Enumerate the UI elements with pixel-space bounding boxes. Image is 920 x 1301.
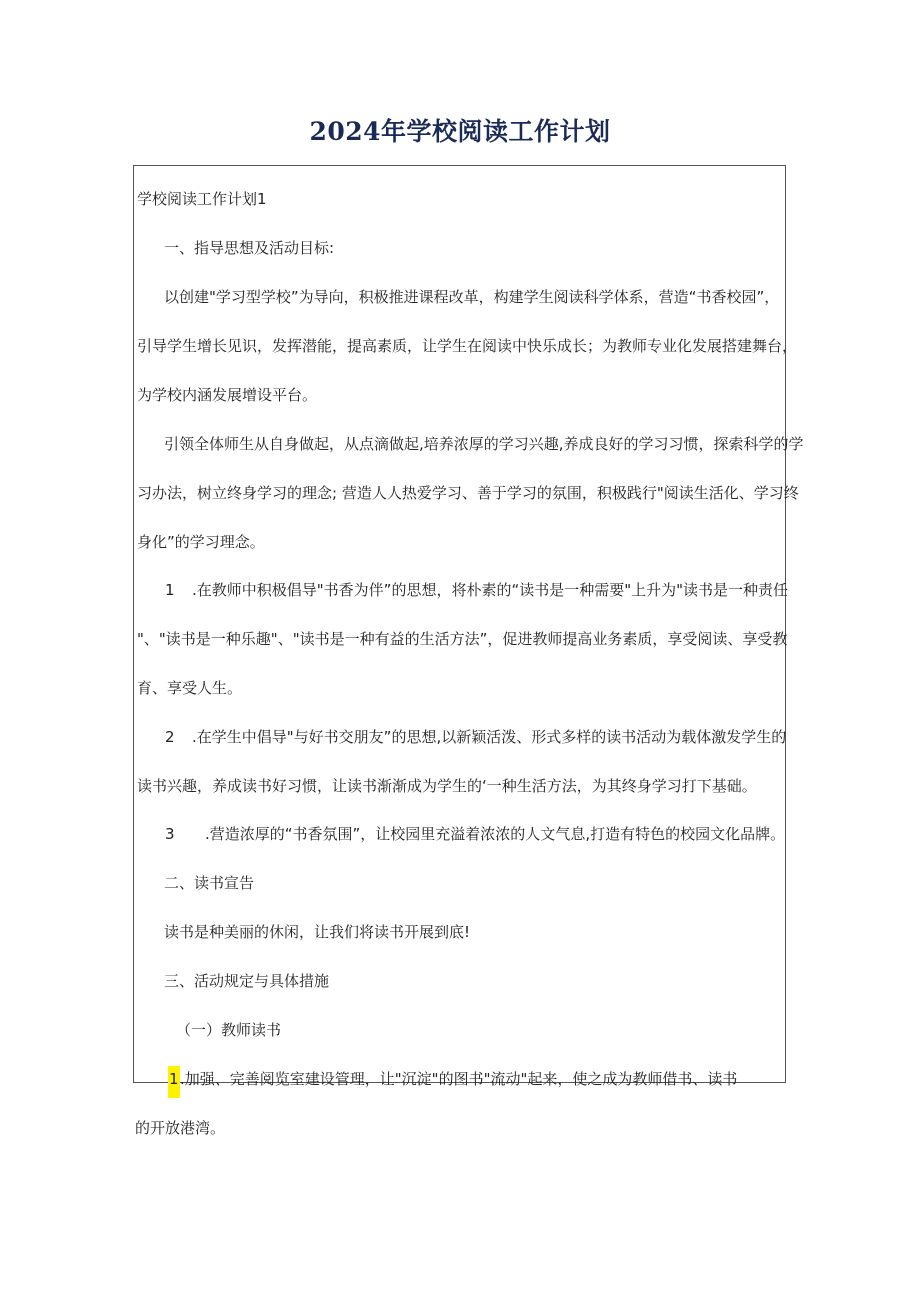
item-2-line-2: 读书兴趣，养成读书好习惯，让读书渐渐成为学生的‘一种生活方法，为其终身学习打下基础。 [137,777,757,795]
section-heading-1: 一、指导思想及活动目标: [164,239,335,257]
section-2-text: 读书是种美丽的休闲，让我们将读书开展到底! [164,923,471,941]
item-1-number: 1 [165,581,175,599]
paragraph-1-line-3: 为学校内涵发展增设平台。 [137,386,318,404]
section-heading-2: 二、读书宣告 [164,874,255,892]
paragraph-2-line-2: 习办法，树立终身学习的理念; 营造人人热爱学习、善于学习的氛围，积极践行"阅读生活化、学习终 [137,484,799,502]
paragraph-1-line-2: 引导学生增长见识，发挥潜能，提高素质，让学生在阅读中快乐成长；为教师专业化发展搭建舞台， [137,337,798,355]
paragraph-2-line-3: 身化”的学习理念。 [137,533,265,551]
subsection-heading-1: （一）教师读书 [176,1021,282,1039]
document-title: 2024年学校阅读工作计划 [309,117,611,146]
item-1-line-2: "、"读书是一种乐趣"、"读书是一种有益的生活方法”，促进教师提高业务素质，享受阅读、享受教 [137,630,788,648]
outside-frame-text: 的开放港湾。 [135,1119,226,1137]
last-item-text: .加强、完善阅览室建设管理，让"沉淀"的图书"流动"起来，使之成为教师借书、读书 [180,1070,738,1088]
item-1-line-3: 育、享受人生。 [137,679,243,697]
subtitle: 学校阅读工作计划1 [137,190,267,208]
paragraph-1-line-1: 以创建"学习型学校”为导向，积极推进课程改革，构建学生阅读科学体系，营造“书香校园”， [164,288,780,306]
item-3-number: 3 [165,825,175,843]
item-1-line-1: .在教师中积极倡导"书香为伴”的思想，将朴素的“读书是一种需要"上升为"读书是一种责任 [192,581,789,599]
paragraph-2-line-1: 引领全体师生从自身做起，从点滴做起,培养浓厚的学习兴趣,养成良好的学习习惯，探索科学的学 [164,435,804,453]
item-3-text: .营造浓厚的“书香氛围”，让校园里充溢着浓浓的人文气息,打造有特色的校园文化品牌。 [205,825,786,843]
item-2-line-1: .在学生中倡导"与好书交朋友”的思想,以新颖活泼、形式多样的读书活动为载体激发学生的 [192,728,787,746]
item-2-number: 2 [165,728,175,746]
last-item-number [168,1069,180,1089]
section-heading-3: 三、活动规定与具体措施 [164,972,330,990]
highlight-mark: 1 [168,1066,180,1098]
